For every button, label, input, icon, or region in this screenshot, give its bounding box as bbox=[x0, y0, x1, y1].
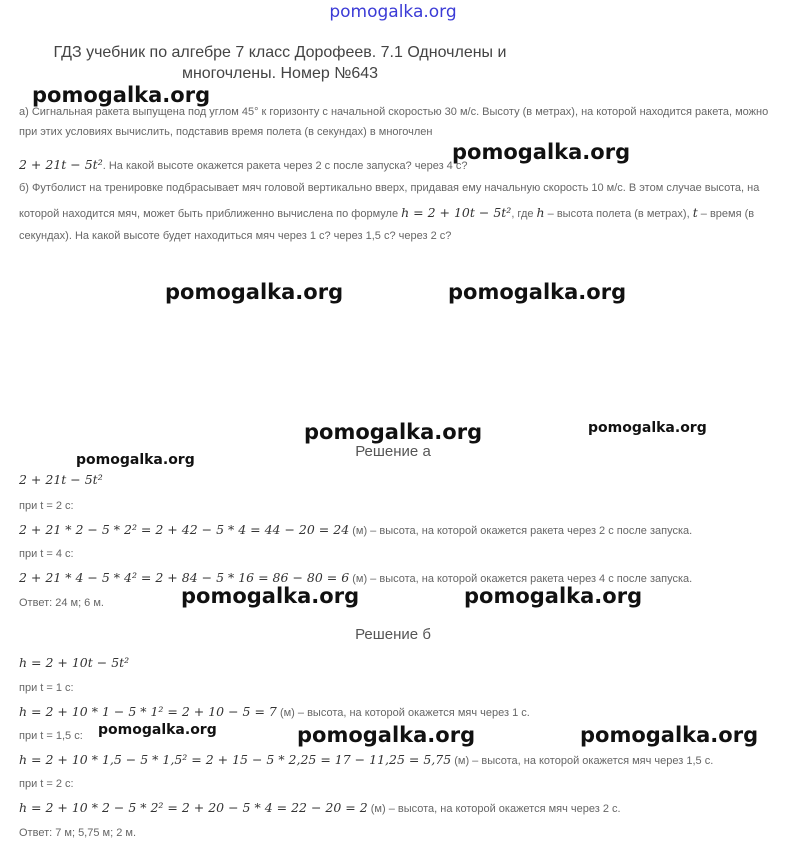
task-a-line-2: при этих условиях вычислить, подставив время полета (в секундах) в многочлен bbox=[19, 126, 433, 138]
solution-b-at2-calc: h = 2 + 10 * 2 − 5 * 2² = 2 + 20 − 5 * 4 = 22 − 20 = 2 bbox=[19, 800, 368, 815]
solution-a-heading: Решение а bbox=[355, 443, 431, 460]
task-b-text-d: – время (в bbox=[697, 208, 755, 220]
solution-b-at2-text: (м) – высота, на которой окажется мяч через 2 с. bbox=[367, 803, 621, 815]
task-b-formula: h = 2 + 10t − 5t² bbox=[401, 205, 512, 220]
watermark: pomogalka.org bbox=[297, 723, 476, 747]
watermark: pomogalka.org bbox=[98, 722, 217, 738]
solution-b-at15-line bbox=[19, 752, 713, 767]
solution-b-at15-label: при t = 1,5 с: bbox=[19, 730, 83, 742]
task-b-t: t bbox=[692, 205, 698, 220]
watermark: pomogalka.org bbox=[448, 280, 627, 304]
watermark: pomogalka.org bbox=[588, 420, 707, 436]
solution-b-at1-label: при t = 1 с: bbox=[19, 682, 74, 694]
page-title-line-1: ГДЗ учебник по алгебре 7 класс Дорофеев. 7.1 Одночлены и bbox=[53, 44, 507, 61]
solution-b-at1-line bbox=[19, 704, 530, 719]
solution-a-answer: Ответ: 24 м; 6 м. bbox=[19, 597, 104, 609]
solution-b-answer: Ответ: 7 м; 5,75 м; 2 м. bbox=[19, 827, 136, 839]
site-link[interactable]: pomogalka.org bbox=[329, 2, 457, 22]
watermark: pomogalka.org bbox=[32, 83, 211, 107]
solution-b-formula-text: h = 2 + 10t − 5t² bbox=[19, 655, 130, 670]
task-a-line-3 bbox=[19, 152, 467, 179]
solution-b-heading: Решение б bbox=[355, 626, 431, 643]
task-b-text-a: которой находится мяч, может быть приближенно вычислена по формуле bbox=[19, 208, 402, 220]
solution-b-at2-line bbox=[19, 800, 621, 815]
task-b-text-b: , где bbox=[511, 208, 537, 220]
solution-b-formula bbox=[19, 655, 129, 670]
page-title bbox=[30, 42, 530, 84]
task-a-question: . На какой высоте окажется ракета через 2 с после запуска? через 4 с? bbox=[102, 160, 468, 172]
watermark: pomogalka.org bbox=[304, 420, 483, 444]
watermark: pomogalka.org bbox=[76, 452, 195, 468]
solution-a-at2-text: (м) – высота, на которой окажется ракета через 2 с после запуска. bbox=[349, 525, 693, 537]
solution-a-at4-text: (м) – высота, на которой окажется ракета через 4 с после запуска. bbox=[349, 573, 693, 585]
solution-a-at4-line bbox=[19, 570, 692, 585]
task-a-formula: 2 + 21t − 5t² bbox=[19, 157, 103, 172]
task-b-line-1: б) Футболист на тренировке подбрасывает мяч головой вертикально вверх, придавая ему начальную скорость 10 м/с. В этом случае высота, на bbox=[19, 182, 760, 194]
solution-b-at1-calc: h = 2 + 10 * 1 − 5 * 1² = 2 + 10 − 5 = 7 bbox=[19, 704, 277, 719]
page-title-line-2: многочлены. Номер №643 bbox=[181, 65, 379, 82]
task-a-line-1: а) Сигнальная ракета выпущена под углом 45° к горизонту с начальной скоростью 30 м/с. Высоту (в метрах), на которой находится ракета, можно bbox=[19, 106, 769, 118]
solution-a-at2-label: при t = 2 с: bbox=[19, 500, 74, 512]
watermark: pomogalka.org bbox=[452, 140, 631, 164]
solution-b-at2-label: при t = 2 с: bbox=[19, 778, 74, 790]
solution-a-formula-text: 2 + 21t − 5t² bbox=[19, 472, 103, 487]
solution-b-at1-text: (м) – высота, на которой окажется мяч через 1 с. bbox=[276, 707, 530, 719]
solution-a-at2-line bbox=[19, 522, 692, 537]
watermark: pomogalka.org bbox=[464, 584, 643, 608]
task-b-h: h bbox=[536, 205, 545, 220]
solution-a-at2-calc: 2 + 21 * 2 − 5 * 2² = 2 + 42 − 5 * 4 = 44 − 20 = 24 bbox=[19, 522, 350, 537]
watermark: pomogalka.org bbox=[580, 723, 759, 747]
solution-b-at15-text: (м) – высота, на которой окажется мяч через 1,5 с. bbox=[451, 755, 714, 767]
watermark: pomogalka.org bbox=[165, 280, 344, 304]
solution-b-at15-calc: h = 2 + 10 * 1,5 − 5 * 1,5² = 2 + 15 − 5 * 2,25 = 17 − 11,25 = 5,75 bbox=[19, 752, 452, 767]
solution-a-at4-calc: 2 + 21 * 4 − 5 * 4² = 2 + 84 − 5 * 16 = 86 − 80 = 6 bbox=[19, 570, 350, 585]
solution-a-at4-label: при t = 4 с: bbox=[19, 548, 74, 560]
task-b-line-3: секундах). На какой высоте будет находиться мяч через 1 с? через 1,5 с? через 2 с? bbox=[19, 230, 452, 242]
task-b-text-c: – высота полета (в метрах), bbox=[544, 208, 693, 220]
solution-a-formula bbox=[19, 472, 103, 487]
watermark: pomogalka.org bbox=[181, 584, 360, 608]
task-b-line-2 bbox=[19, 200, 754, 227]
